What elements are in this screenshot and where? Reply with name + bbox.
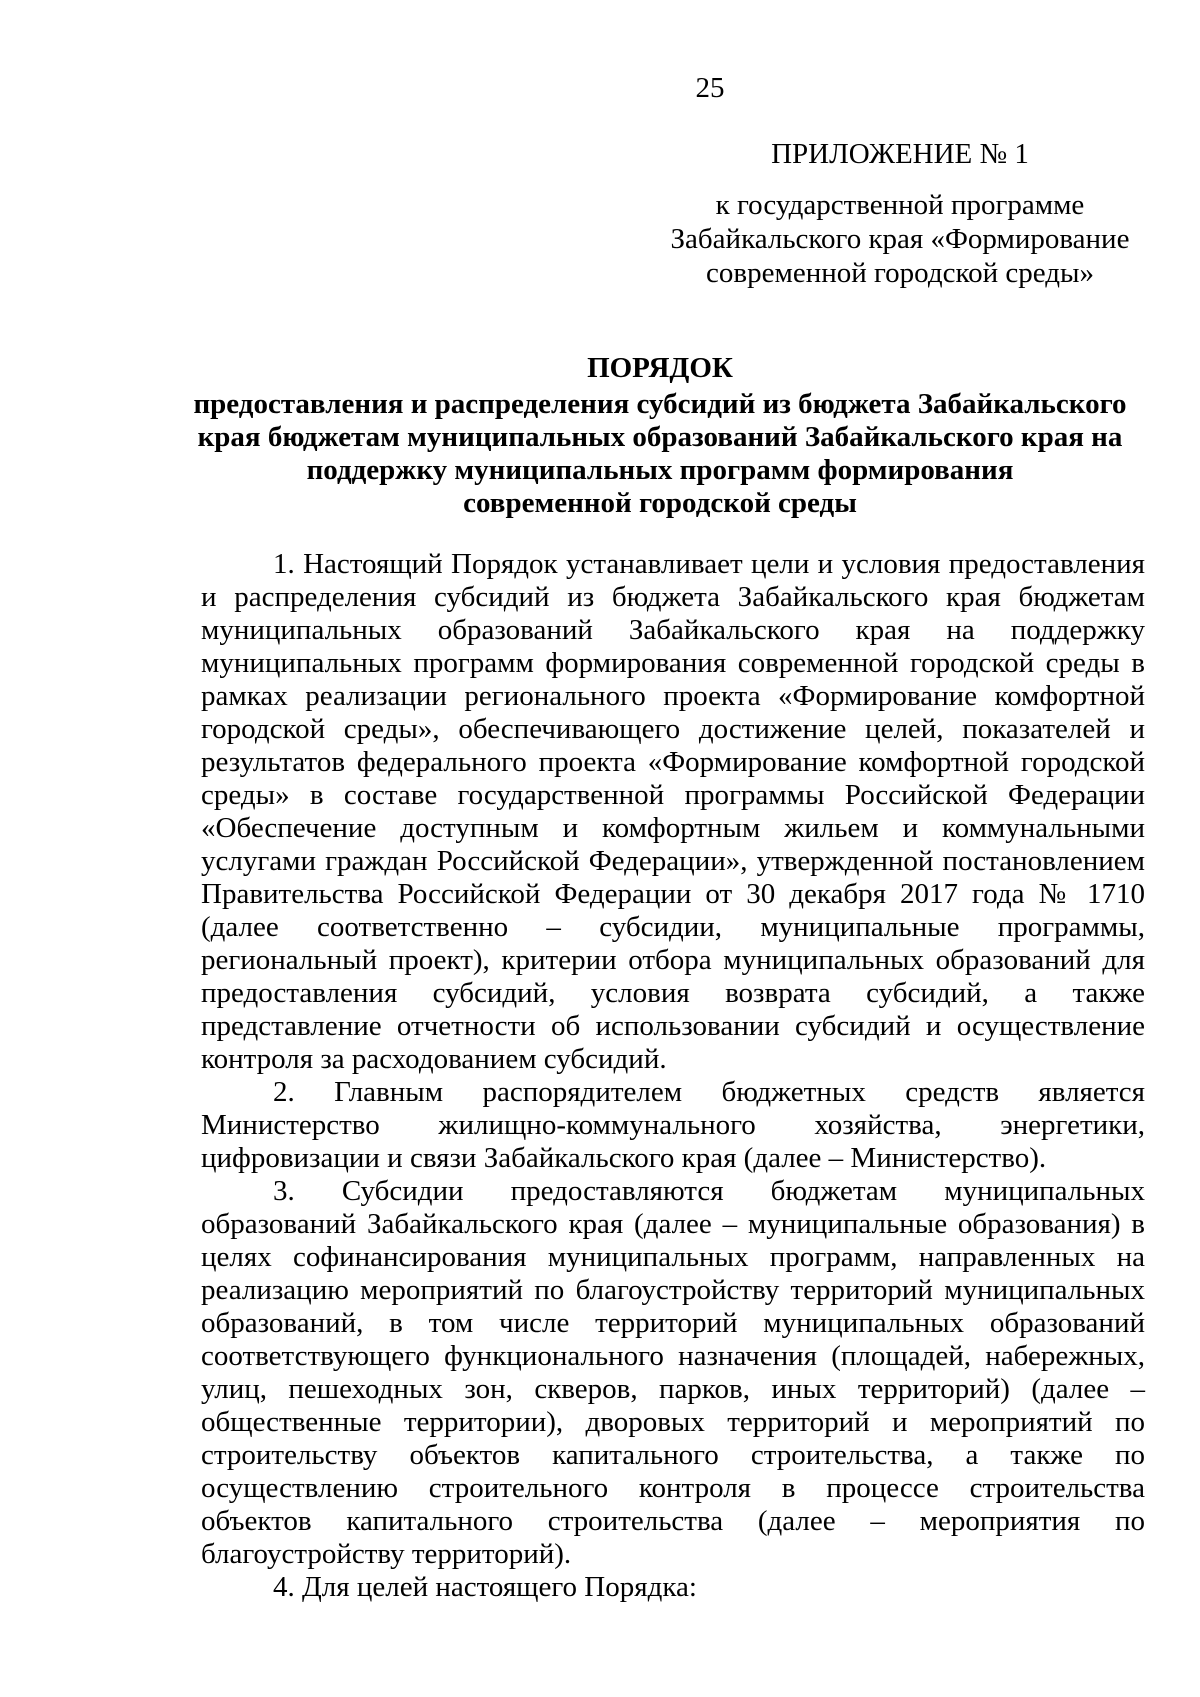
appendix-title: ПРИЛОЖЕНИЕ № 1 [771, 138, 1029, 170]
document-heading [160, 352, 1160, 520]
document-body [201, 548, 1145, 1604]
appendix-ref-line: современной городской среды» [706, 257, 1094, 289]
paragraph-2: 2. Главным распорядителем бюджетных средств является Министерство жилищно-коммунального хозяйства, энергетики, цифровизации и связи Забайкальского края (далее – Министерство). [201, 1076, 1145, 1174]
page-number: 25 [695, 72, 725, 104]
appendix-ref-line: к государственной программе [715, 189, 1085, 221]
paragraph-3: 3. Субсидии предоставляются бюджетам муниципальных образований Забайкальского края (далее – муниципальные образования) в целях софинансирования муниципальных программ, направленных на реализацию мероприятий по благоустройству территорий муниципальных образований, в том числе территорий муниципальных образований соответствующего функционального назначения (площадей, набережных, улиц, пешеходных зон, скверов, парков, иных территорий) (далее – общественные территории), дворовых территорий и мероприятий по строительству объектов капитального строительства, а также по осуществлению строительного контроля в процессе строительства объектов капитального строительства (далее – мероприятия по благоустройству территорий). [201, 1175, 1145, 1570]
heading-line: современной городской среды [463, 487, 857, 519]
heading-line: края бюджетам муниципальных образований Забайкальского края на [197, 421, 1123, 453]
heading-line: поддержку муниципальных программ формирования [306, 454, 1014, 486]
paragraph-4: 4. Для целей настоящего Порядка: [273, 1571, 697, 1603]
appendix-reference [650, 188, 1150, 290]
document-title: ПОРЯДОК [587, 352, 733, 384]
appendix-ref-line: Забайкальского края «Формирование [670, 223, 1130, 255]
paragraph-1: 1. Настоящий Порядок устанавливает цели и условия предоставления и распределения субсидий из бюджета Забайкальского края бюджетам муниципальных образований Забайкальского края на поддержку муниципальных программ формирования современной городской среды в рамках реализации регионального проекта «Формирование комфортной городской среды», обеспечивающего достижение целей, показателей и результатов федерального проекта «Формирование комфортной городской среды» в составе государственной программы Российской Федерации «Обеспечение доступным и комфортным жильем и коммунальными услугами граждан Российской Федерации», утвержденной постановлением Правительства Российской Федерации от 30 декабря 2017 года № 1710 (далее соответственно – субсидии, муниципальные программы, региональный проект), критерии отбора муниципальных образований для предоставления субсидий, условия возврата субсидий, а также представление отчетности об использовании субсидий и осуществление контроля за расходованием субсидий. [201, 548, 1145, 1075]
heading-line: предоставления и распределения субсидий из бюджета Забайкальского [193, 388, 1127, 420]
